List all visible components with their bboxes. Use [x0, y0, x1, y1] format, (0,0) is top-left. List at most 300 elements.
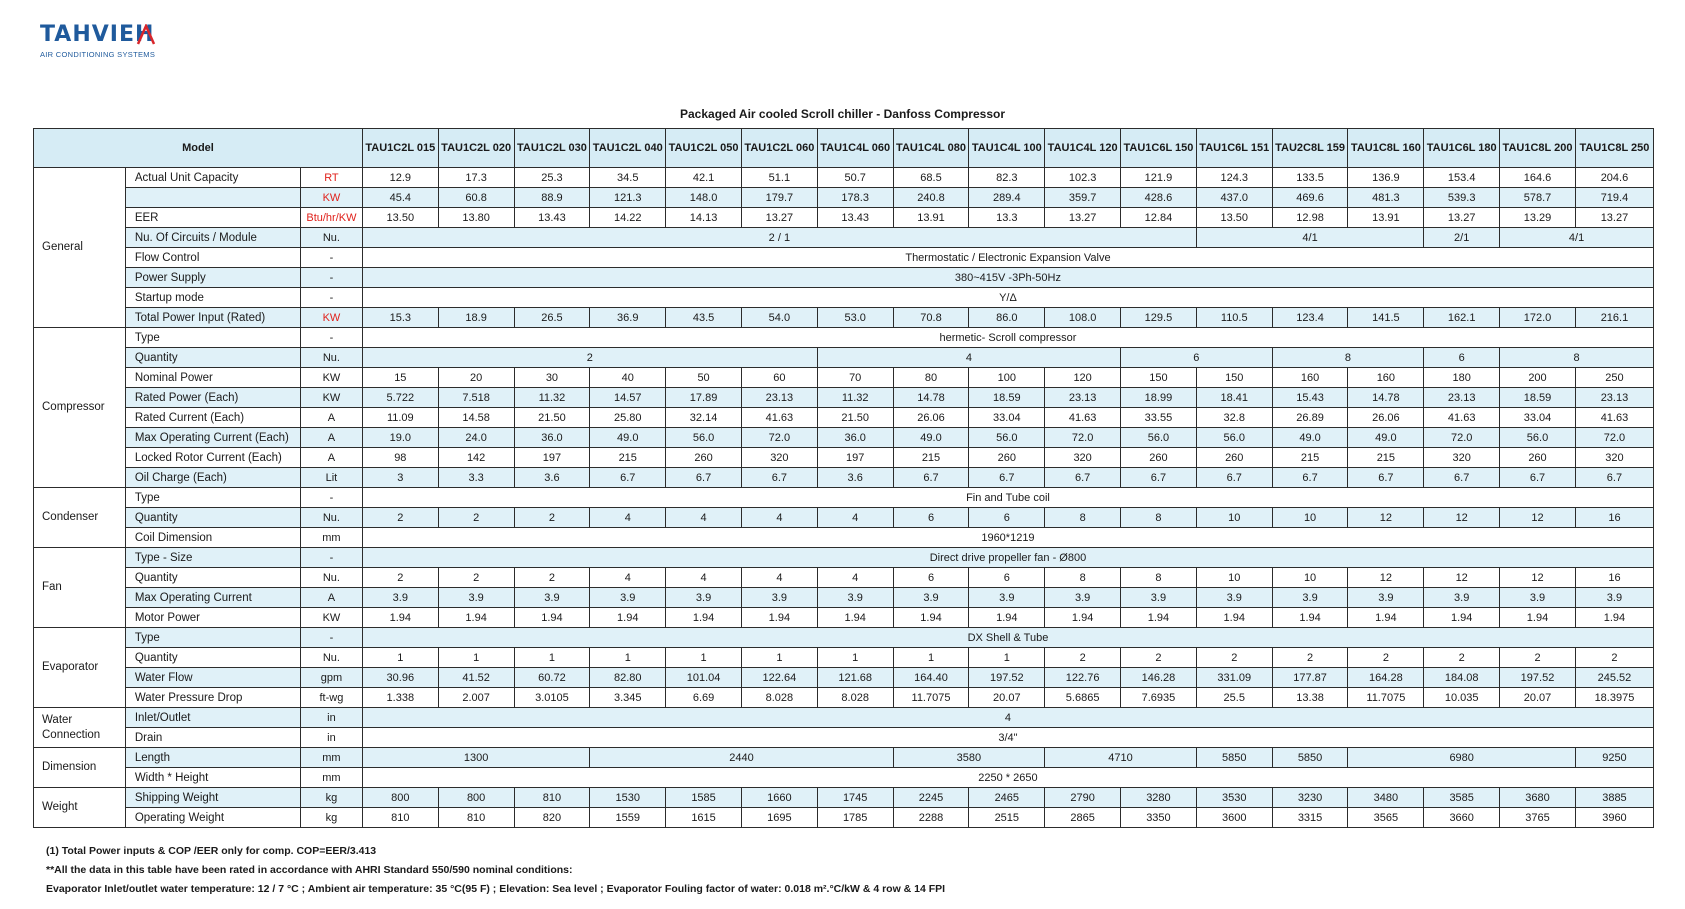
value-cell: 23.13	[741, 388, 817, 408]
value-cell: 2465	[969, 788, 1045, 808]
value-cell: 810	[438, 808, 514, 828]
value-cell: 2245	[893, 788, 969, 808]
value-cell: 2	[514, 568, 590, 588]
table-row	[34, 388, 1654, 408]
value-cell: 8	[1121, 568, 1197, 588]
value-cell: 162.1	[1424, 308, 1500, 328]
value-cell: 6.7	[1121, 468, 1197, 488]
value-cell: 8.028	[741, 688, 817, 708]
parameter-label: Power Supply	[125, 268, 300, 288]
brand-name: TAHVIEH	[40, 22, 155, 47]
parameter-label: Quantity	[125, 508, 300, 528]
value-cell: 13.50	[1196, 208, 1272, 228]
value-cell: 5.722	[362, 388, 438, 408]
value-cell: 1.94	[893, 608, 969, 628]
value-cell: 4/1	[1500, 228, 1654, 248]
table-row	[34, 348, 1654, 368]
value-cell: 481.3	[1348, 188, 1424, 208]
value-cell: 245.52	[1575, 668, 1653, 688]
value-cell: 200	[1500, 368, 1576, 388]
value-cell: 30.96	[362, 668, 438, 688]
value-cell: 124.3	[1196, 168, 1272, 188]
value-cell: 289.4	[969, 188, 1045, 208]
value-cell: 1	[590, 648, 666, 668]
parameter-label: Quantity	[125, 648, 300, 668]
value-cell: 50.7	[817, 168, 893, 188]
value-cell: 8	[1121, 508, 1197, 528]
table-row	[34, 608, 1654, 628]
value-cell: 33.55	[1121, 408, 1197, 428]
value-cell: 215	[1348, 448, 1424, 468]
unit-label: in	[300, 708, 362, 728]
value-cell: 36.0	[514, 428, 590, 448]
value-cell: 45.4	[362, 188, 438, 208]
table-row	[34, 288, 1654, 308]
model-header-cell: TAU1C2L 050	[666, 129, 742, 168]
value-cell: 36.0	[817, 428, 893, 448]
table-row	[34, 808, 1654, 828]
value-cell: 20.07	[969, 688, 1045, 708]
value-cell: 3.9	[893, 588, 969, 608]
value-cell: 121.3	[590, 188, 666, 208]
value-cell: 3.9	[438, 588, 514, 608]
value-cell: 3530	[1196, 788, 1272, 808]
value-cell: 3.9	[1575, 588, 1653, 608]
value-cell: 6.7	[969, 468, 1045, 488]
unit-label: Nu.	[300, 228, 362, 248]
value-cell: 6	[893, 568, 969, 588]
value-cell: 320	[1045, 448, 1121, 468]
value-cell: 2	[362, 348, 817, 368]
value-cell: 70	[817, 368, 893, 388]
section-label: Water Connection	[34, 708, 126, 748]
model-header-cell: TAU1C8L 160	[1348, 129, 1424, 168]
model-header-cell: TAU1C4L 120	[1045, 129, 1121, 168]
value-cell: 1.94	[1575, 608, 1653, 628]
value-cell: 178.3	[817, 188, 893, 208]
value-cell: 86.0	[969, 308, 1045, 328]
value-cell: 153.4	[1424, 168, 1500, 188]
value-cell: 6.7	[666, 468, 742, 488]
unit-label: in	[300, 728, 362, 748]
spec-table	[33, 128, 1654, 828]
value-cell: 100	[969, 368, 1045, 388]
footnote-3: Evaporator Inlet/outlet water temperature: 12 / 7 °C ; Ambient air temperature: 35 °C(95 F) ; Elevation: Sea level ; Evaporator Fouling factor of water: 0.018 m².°C/kW & 4 row & 14 FPI	[46, 883, 946, 895]
brand-tagline: AIR CONDITIONING SYSTEMS	[40, 50, 156, 59]
value-cell: 14.78	[1348, 388, 1424, 408]
value-cell: 72.0	[1575, 428, 1653, 448]
value-cell: 56.0	[1500, 428, 1576, 448]
value-cell: 2865	[1045, 808, 1121, 828]
value-cell: 197	[514, 448, 590, 468]
section-label: General	[34, 168, 126, 328]
value-cell: 110.5	[1196, 308, 1272, 328]
value-cell: Fin and Tube coil	[362, 488, 1653, 508]
value-cell: 14.78	[893, 388, 969, 408]
value-cell: 437.0	[1196, 188, 1272, 208]
value-cell: 177.87	[1272, 668, 1348, 688]
parameter-label: Nu. Of Circuits / Module	[125, 228, 300, 248]
value-cell: 3.9	[969, 588, 1045, 608]
value-cell: 2	[362, 568, 438, 588]
value-cell: 2	[514, 508, 590, 528]
value-cell: 3.9	[1500, 588, 1576, 608]
section-label: Evaporator	[34, 628, 126, 708]
value-cell: 68.5	[893, 168, 969, 188]
value-cell: 121.68	[817, 668, 893, 688]
value-cell: 6	[969, 568, 1045, 588]
value-cell: 12.98	[1272, 208, 1348, 228]
unit-label: KW	[300, 188, 362, 208]
value-cell: 2	[438, 508, 514, 528]
parameter-label: Type	[125, 488, 300, 508]
value-cell: 150	[1121, 368, 1197, 388]
model-header-cell: TAU2C8L 159	[1272, 129, 1348, 168]
value-cell: 12	[1500, 568, 1576, 588]
value-cell: 1.94	[1121, 608, 1197, 628]
value-cell: 197.52	[1500, 668, 1576, 688]
value-cell: 2	[1500, 648, 1576, 668]
model-header-cell: TAU1C6L 150	[1121, 129, 1197, 168]
value-cell: 320	[741, 448, 817, 468]
value-cell: 11.09	[362, 408, 438, 428]
value-cell: 4	[817, 508, 893, 528]
footnote-1: (1) Total Power inputs & COP /EER only for comp. COP=EER/3.413	[46, 845, 377, 857]
value-cell: 3230	[1272, 788, 1348, 808]
value-cell: 21.50	[817, 408, 893, 428]
value-cell: 1	[362, 648, 438, 668]
table-row	[34, 468, 1654, 488]
value-cell: 4	[817, 348, 1120, 368]
value-cell: 1.94	[1045, 608, 1121, 628]
table-row	[34, 728, 1654, 748]
footnotes	[46, 842, 945, 899]
value-cell: 2790	[1045, 788, 1121, 808]
value-cell: 3580	[893, 748, 1045, 768]
value-cell: 13.29	[1500, 208, 1576, 228]
value-cell: 3585	[1424, 788, 1500, 808]
value-cell: 4	[590, 508, 666, 528]
parameter-label: Drain	[125, 728, 300, 748]
value-cell: 33.04	[969, 408, 1045, 428]
unit-label: KW	[300, 388, 362, 408]
value-cell: 56.0	[969, 428, 1045, 448]
value-cell: 1.94	[1272, 608, 1348, 628]
unit-label: Nu.	[300, 568, 362, 588]
value-cell: 179.7	[741, 188, 817, 208]
parameter-label: Shipping Weight	[125, 788, 300, 808]
value-cell: 6.7	[1272, 468, 1348, 488]
section-label: Dimension	[34, 748, 126, 788]
value-cell: 13.27	[1045, 208, 1121, 228]
value-cell: 36.9	[590, 308, 666, 328]
value-cell: 133.5	[1272, 168, 1348, 188]
value-cell: 56.0	[666, 428, 742, 448]
value-cell: 1585	[666, 788, 742, 808]
value-cell: 1300	[362, 748, 589, 768]
parameter-label: Max Operating Current (Each)	[125, 428, 300, 448]
value-cell: 1.94	[362, 608, 438, 628]
value-cell: 6.7	[741, 468, 817, 488]
model-header-cell: TAU1C4L 100	[969, 129, 1045, 168]
value-cell: 3.9	[741, 588, 817, 608]
table-row	[34, 668, 1654, 688]
value-cell: 25.80	[590, 408, 666, 428]
value-cell: 43.5	[666, 308, 742, 328]
value-cell: 41.63	[1045, 408, 1121, 428]
model-header-cell: TAU1C2L 020	[438, 129, 514, 168]
value-cell: 9250	[1575, 748, 1653, 768]
value-cell: 16	[1575, 568, 1653, 588]
unit-label: A	[300, 408, 362, 428]
value-cell: 2	[362, 508, 438, 528]
value-cell: 184.08	[1424, 668, 1500, 688]
unit-label: -	[300, 548, 362, 568]
value-cell: 3.3	[438, 468, 514, 488]
value-cell: 172.0	[1500, 308, 1576, 328]
value-cell: 101.04	[666, 668, 742, 688]
unit-label: mm	[300, 748, 362, 768]
value-cell: 10	[1272, 568, 1348, 588]
value-cell: 2.007	[438, 688, 514, 708]
unit-label: gpm	[300, 668, 362, 688]
unit-label: -	[300, 248, 362, 268]
value-cell: 42.1	[666, 168, 742, 188]
value-cell: 6.7	[1196, 468, 1272, 488]
unit-label: -	[300, 628, 362, 648]
parameter-label: Locked Rotor Current (Each)	[125, 448, 300, 468]
value-cell: 3.9	[1045, 588, 1121, 608]
model-header-cell: Model	[34, 129, 363, 168]
value-cell: 2	[1196, 648, 1272, 668]
value-cell: 49.0	[1348, 428, 1424, 448]
value-cell: 14.57	[590, 388, 666, 408]
value-cell: 6980	[1348, 748, 1575, 768]
value-cell: 8	[1500, 348, 1654, 368]
table-row	[34, 308, 1654, 328]
value-cell: 3.0105	[514, 688, 590, 708]
value-cell: 2	[438, 568, 514, 588]
value-cell: 1.94	[1196, 608, 1272, 628]
unit-label: KW	[300, 608, 362, 628]
value-cell: 120	[1045, 368, 1121, 388]
value-cell: 6.69	[666, 688, 742, 708]
value-cell: 49.0	[1272, 428, 1348, 448]
value-cell: 180	[1424, 368, 1500, 388]
value-cell: 4	[666, 568, 742, 588]
value-cell: 2440	[590, 748, 893, 768]
parameter-label	[125, 188, 300, 208]
value-cell: 18.9	[438, 308, 514, 328]
value-cell: 136.9	[1348, 168, 1424, 188]
value-cell: 2	[1575, 648, 1653, 668]
value-cell: 7.6935	[1121, 688, 1197, 708]
value-cell: 1	[893, 648, 969, 668]
value-cell: 260	[1500, 448, 1576, 468]
value-cell: 56.0	[1121, 428, 1197, 448]
value-cell: 10.035	[1424, 688, 1500, 708]
parameter-label: Type	[125, 628, 300, 648]
value-cell: 320	[1575, 448, 1653, 468]
value-cell: 1.94	[514, 608, 590, 628]
model-header-cell: TAU1C8L 250	[1575, 129, 1653, 168]
value-cell: 13.80	[438, 208, 514, 228]
value-cell: 4/1	[1196, 228, 1423, 248]
spec-table-body	[34, 129, 1654, 828]
value-cell: 14.22	[590, 208, 666, 228]
value-cell: 72.0	[1045, 428, 1121, 448]
value-cell: 3.9	[1348, 588, 1424, 608]
value-cell: 30	[514, 368, 590, 388]
value-cell: 13.91	[1348, 208, 1424, 228]
value-cell: 13.91	[893, 208, 969, 228]
value-cell: 12.9	[362, 168, 438, 188]
value-cell: 41.63	[1575, 408, 1653, 428]
table-row	[34, 208, 1654, 228]
parameter-label: EER	[125, 208, 300, 228]
value-cell: 1530	[590, 788, 666, 808]
value-cell: 11.7075	[893, 688, 969, 708]
value-cell: 13.50	[362, 208, 438, 228]
value-cell: 1.94	[817, 608, 893, 628]
value-cell: 15	[362, 368, 438, 388]
value-cell: 3600	[1196, 808, 1272, 828]
parameter-label: Flow Control	[125, 248, 300, 268]
section-label: Fan	[34, 548, 126, 628]
unit-label: RT	[300, 168, 362, 188]
value-cell: 428.6	[1121, 188, 1197, 208]
value-cell: 20.07	[1500, 688, 1576, 708]
value-cell: 6.7	[1575, 468, 1653, 488]
value-cell: 800	[438, 788, 514, 808]
value-cell: 70.8	[893, 308, 969, 328]
value-cell: 13.43	[514, 208, 590, 228]
value-cell: 215	[590, 448, 666, 468]
table-row	[34, 268, 1654, 288]
table-row	[34, 508, 1654, 528]
value-cell: 146.28	[1121, 668, 1197, 688]
model-header-cell: TAU1C2L 030	[514, 129, 590, 168]
value-cell: 578.7	[1500, 188, 1576, 208]
value-cell: 240.8	[893, 188, 969, 208]
unit-label: -	[300, 328, 362, 348]
table-row	[34, 588, 1654, 608]
value-cell: 14.13	[666, 208, 742, 228]
value-cell: 13.27	[741, 208, 817, 228]
value-cell: 197.52	[969, 668, 1045, 688]
value-cell: 3350	[1121, 808, 1197, 828]
value-cell: 6.7	[1348, 468, 1424, 488]
unit-label: A	[300, 428, 362, 448]
value-cell: 3.6	[817, 468, 893, 488]
value-cell: 56.0	[1196, 428, 1272, 448]
unit-label: Lit	[300, 468, 362, 488]
value-cell: 6	[1121, 348, 1273, 368]
value-cell: 1.94	[1348, 608, 1424, 628]
value-cell: 380~415V -3Ph-50Hz	[362, 268, 1653, 288]
value-cell: 2	[1424, 648, 1500, 668]
value-cell: 2 / 1	[362, 228, 1196, 248]
value-cell: 122.76	[1045, 668, 1121, 688]
value-cell: 3.9	[1196, 588, 1272, 608]
value-cell: 331.09	[1196, 668, 1272, 688]
value-cell: 3.9	[1272, 588, 1348, 608]
value-cell: 1	[817, 648, 893, 668]
table-row	[34, 168, 1654, 188]
parameter-label: Coil Dimension	[125, 528, 300, 548]
value-cell: 5850	[1272, 748, 1348, 768]
unit-label: KW	[300, 308, 362, 328]
parameter-label: Max Operating Current	[125, 588, 300, 608]
value-cell: 469.6	[1272, 188, 1348, 208]
value-cell: 60	[741, 368, 817, 388]
value-cell: 260	[666, 448, 742, 468]
value-cell: 3	[362, 468, 438, 488]
parameter-label: Type	[125, 328, 300, 348]
value-cell: 54.0	[741, 308, 817, 328]
unit-label: A	[300, 588, 362, 608]
value-cell: 810	[514, 788, 590, 808]
value-cell: 1.94	[1500, 608, 1576, 628]
value-cell: 3885	[1575, 788, 1653, 808]
value-cell: 23.13	[1045, 388, 1121, 408]
value-cell: 72.0	[741, 428, 817, 448]
unit-label: ft-wg	[300, 688, 362, 708]
value-cell: 719.4	[1575, 188, 1653, 208]
value-cell: 18.41	[1196, 388, 1272, 408]
parameter-label: Length	[125, 748, 300, 768]
table-row	[34, 568, 1654, 588]
value-cell: 41.52	[438, 668, 514, 688]
table-row	[34, 328, 1654, 348]
parameter-label: Water Flow	[125, 668, 300, 688]
unit-label: KW	[300, 368, 362, 388]
page-title: Packaged Air cooled Scroll chiller - Danfoss Compressor	[680, 107, 1005, 121]
model-header-cell: TAU1C2L 040	[590, 129, 666, 168]
value-cell: 26.89	[1272, 408, 1348, 428]
value-cell: 1.94	[741, 608, 817, 628]
value-cell: 3280	[1121, 788, 1197, 808]
value-cell: 23.13	[1424, 388, 1500, 408]
value-cell: 260	[969, 448, 1045, 468]
table-row	[34, 228, 1654, 248]
value-cell: 260	[1121, 448, 1197, 468]
value-cell: 16	[1575, 508, 1653, 528]
table-row	[34, 648, 1654, 668]
value-cell: 20	[438, 368, 514, 388]
value-cell: 2	[1121, 648, 1197, 668]
value-cell: 3.345	[590, 688, 666, 708]
parameter-label: Operating Weight	[125, 808, 300, 828]
table-row	[34, 548, 1654, 568]
unit-label: A	[300, 448, 362, 468]
value-cell: 8	[1045, 568, 1121, 588]
value-cell: 150	[1196, 368, 1272, 388]
table-row	[34, 688, 1654, 708]
value-cell: 10	[1272, 508, 1348, 528]
model-header-cell: TAU1C8L 200	[1500, 129, 1576, 168]
parameter-label: Type - Size	[125, 548, 300, 568]
value-cell: 53.0	[817, 308, 893, 328]
value-cell: 6.7	[1424, 468, 1500, 488]
section-label: Weight	[34, 788, 126, 828]
value-cell: 142	[438, 448, 514, 468]
value-cell: 2	[1045, 648, 1121, 668]
value-cell: 12	[1348, 568, 1424, 588]
value-cell: 32.8	[1196, 408, 1272, 428]
value-cell: 3.6	[514, 468, 590, 488]
value-cell: 215	[893, 448, 969, 468]
